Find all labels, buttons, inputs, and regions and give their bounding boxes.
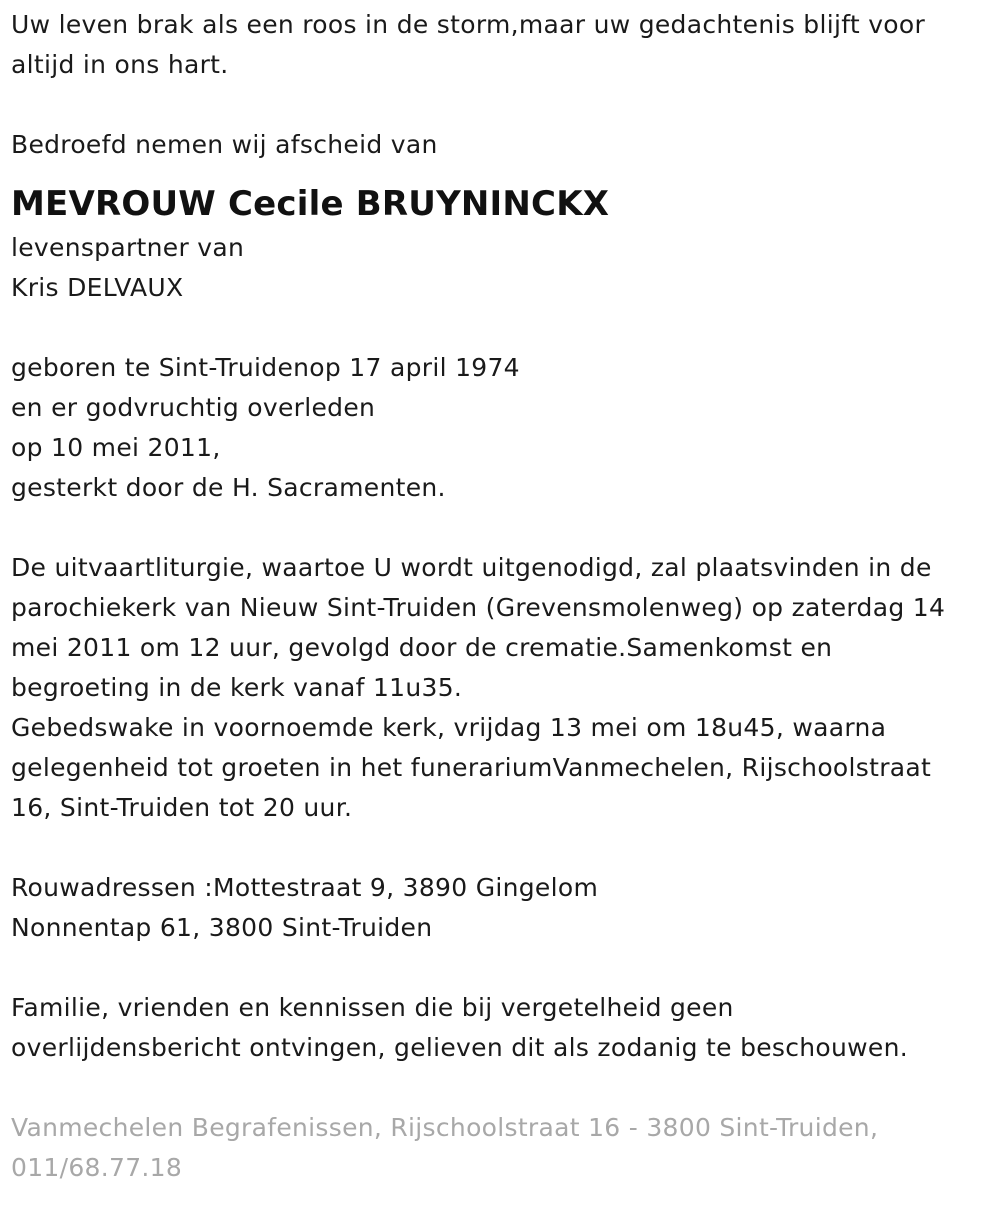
partner-block: [11, 228, 991, 308]
ceremony-line: gelegenheid tot groeten in het funerariumVanmechelen, Rijschoolstraat: [11, 753, 932, 782]
spacer: [11, 1068, 991, 1108]
ceremony-line: parochiekerk van Nieuw Sint-Truiden (Grevensmolenweg) op zaterdag 14: [11, 593, 946, 622]
obituary-document: [11, 5, 991, 1188]
ceremony-block: [11, 548, 991, 828]
spacer: [11, 508, 991, 548]
birth-death-line: op 10 mei 2011,: [11, 433, 221, 462]
ceremony-line: Gebedswake in voornoemde kerk, vrijdag 13 mei om 18u45, waarna: [11, 713, 887, 742]
footer-block: [11, 1108, 991, 1188]
ceremony-line: begroeting in de kerk vanaf 11u35.: [11, 673, 463, 702]
partner-line: levenspartner van: [11, 233, 245, 262]
poem-block: [11, 5, 991, 85]
poem-line: Uw leven brak als een roos in de storm,maar uw gedachtenis blijft voor: [11, 10, 926, 39]
birth-death-block: [11, 348, 991, 508]
note-block: [11, 988, 991, 1068]
poem-line: altijd in ons hart.: [11, 50, 229, 79]
address-line: Nonnentap 61, 3800 Sint-Truiden: [11, 913, 433, 942]
spacer: [11, 828, 991, 868]
birth-death-line: en er godvruchtig overleden: [11, 393, 376, 422]
spacer: [11, 948, 991, 988]
address-line: Rouwadressen :Mottestraat 9, 3890 Gingelom: [11, 873, 599, 902]
spacer: [11, 85, 991, 125]
spacer: [11, 308, 991, 348]
funeral-home-phone: 011/68.77.18: [11, 1153, 183, 1182]
ceremony-line: mei 2011 om 12 uur, gevolgd door de crematie.Samenkomst en: [11, 633, 833, 662]
announcement-text: Bedroefd nemen wij afscheid van: [11, 130, 438, 159]
funeral-home-line: Vanmechelen Begrafenissen, Rijschoolstraat 16 - 3800 Sint-Truiden,: [11, 1113, 879, 1142]
birth-death-line: geboren te Sint-Truidenop 17 april 1974: [11, 353, 520, 382]
note-line: overlijdensbericht ontvingen, gelieven dit als zodanig te beschouwen.: [11, 1033, 908, 1062]
deceased-name: MEVROUW Cecile BRUYNINCKX: [11, 184, 610, 224]
note-line: Familie, vrienden en kennissen die bij vergetelheid geen: [11, 993, 734, 1022]
ceremony-line: 16, Sint-Truiden tot 20 uur.: [11, 793, 353, 822]
birth-death-line: gesterkt door de H. Sacramenten.: [11, 473, 446, 502]
partner-line: Kris DELVAUX: [11, 273, 184, 302]
ceremony-line: De uitvaartliturgie, waartoe U wordt uitgenodigd, zal plaatsvinden in de: [11, 553, 932, 582]
addresses-block: [11, 868, 991, 948]
